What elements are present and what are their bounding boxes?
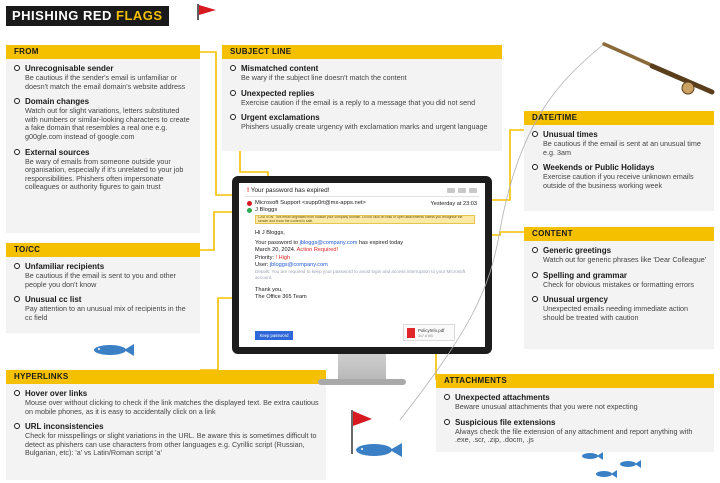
user-link[interactable]: jbloggs@company.com: [269, 261, 328, 268]
email-link[interactable]: jbloggs@company.com: [299, 240, 358, 247]
item-title: Suspicious file extensions: [455, 417, 556, 427]
item-title: Mismatched content: [241, 64, 319, 73]
item-desc: Exercise caution if you receive unknown emails outside of the business working week: [543, 172, 694, 190]
priority-value: ! High: [275, 254, 291, 261]
hyperlinks-heading: HYPERLINKS: [6, 370, 326, 384]
flag-fish-icon: [352, 410, 402, 457]
item-title: Unusual times: [543, 130, 598, 139]
tocc-heading: TO/CC: [6, 243, 200, 257]
item-title: Generic greetings: [543, 246, 612, 255]
small-fish-icon: [596, 470, 617, 478]
item-title: External sources: [25, 147, 90, 157]
item-title: Urgent exclamations: [241, 113, 320, 123]
email-from[interactable]: Microsoft Support <supp0rt@ms-apps.net>: [255, 200, 366, 206]
item-title: Unusual urgency: [543, 295, 608, 305]
item-desc: Be cautious if the sender's email is unfamiliar or doesn't match the email domain's website address: [25, 73, 186, 91]
attachment-size: 347.6 KB: [418, 334, 433, 338]
email-time: Yesterday at 23:03: [430, 201, 477, 207]
title-accent: FLAGS: [116, 8, 163, 23]
item-desc: Unexpected emails needing immediate action should be treated with caution: [543, 304, 689, 322]
email-signature: The Office 365 Team: [255, 294, 307, 301]
email-greeting: Hi J Bloggs,: [255, 230, 285, 236]
caution-banner: CAUTION: This email originated from outside your company domain. Do not click on links or open attachments unless you recognise the sender and know the content is safe.: [255, 215, 475, 224]
item-desc: Watch out for slight variations, letters substituted with numbers or similar-looking characters to create a fake domain that resembles a real one e.g. g00gle.com instead of google.com: [25, 106, 190, 141]
item-title: Spelling and grammar: [543, 270, 628, 280]
attachment-name: PolicyInfo.pdf: [418, 328, 445, 333]
item-title: Hover over links: [25, 389, 88, 398]
item-title: Domain changes: [25, 97, 90, 107]
item-desc: Beware unusual attachments that you were not expecting: [455, 402, 638, 411]
exclamation-icon: !: [247, 187, 250, 194]
item-title: URL inconsistencies: [25, 422, 104, 432]
email-subject-text: Your password has expired!: [250, 187, 330, 194]
priority-label: Priority:: [255, 254, 276, 261]
item-desc: Pay attention to an unusual mix of recipients in the cc field: [25, 304, 186, 322]
subject-heading: SUBJECT LINE: [222, 45, 502, 59]
small-fish-icon: [582, 452, 603, 460]
item-desc: Be wary of emails from someone outside your organisation, especially if it's unrelated to your job responsibilities. Phishers often impersonate colleagues or authority figures to gain trust: [25, 156, 184, 192]
item-title: Unexpected replies: [241, 88, 315, 98]
item-desc: Mouse over without clicking to check if the link matches the displayed text. Be extra cautious on mobile phones, as it is easy to accidentally click on a link: [25, 398, 319, 416]
datetime-heading: DATE/TIME: [524, 111, 714, 125]
item-desc: Watch out for generic phrases like 'Dear Colleague': [543, 255, 707, 264]
item-title: Unrecognisable sender: [25, 64, 114, 73]
line2-pre: March 20, 2024.: [255, 247, 297, 254]
item-desc: Be wary if the subject line doesn't match the content: [241, 73, 407, 82]
item-title: Unusual cc list: [25, 295, 82, 305]
fish-icon: [94, 344, 134, 356]
item-desc: Be cautious if the email is sent to you and other people you don't know: [25, 271, 177, 289]
email-thanks: Thank you,: [255, 287, 283, 294]
item-title: Weekends or Public Holidays: [543, 163, 655, 173]
item-desc: Phishers usually create urgency with exclamation marks and urgent language: [241, 122, 488, 132]
item-desc: Be cautious if the email is sent at an unusual time e.g. 3am: [543, 139, 701, 157]
title-main: PHISHING RED: [12, 8, 117, 23]
item-desc: Exercise caution if the email is a reply to a message that you did not send: [241, 97, 476, 107]
small-fish-icon: [620, 460, 641, 468]
user-label: User:: [255, 261, 270, 268]
attachments-heading: ATTACHMENTS: [436, 374, 714, 388]
item-desc: Check for misspellings or slight variations in the URL. Be aware this is sometimes difficult to detect as phishers can use characters from other languages e.g. Cyrillic script (Russian, Bulgarian, etc): 'a' vs Latin/Roman script 'a': [25, 431, 317, 458]
keep-password-button[interactable]: Keep password: [255, 331, 293, 340]
item-title: Unfamiliar recipients: [25, 262, 105, 271]
item-desc: Always check the file extension of any attachment and report anything with .exe, .scr, .zip, .docm, .js: [455, 426, 693, 445]
item-title: Unexpected attachments: [455, 393, 550, 402]
email-to[interactable]: J Bloggs: [255, 207, 278, 213]
action-required: Action Required!: [296, 247, 339, 254]
line1-post: has expired today: [357, 240, 404, 247]
from-heading: FROM: [6, 45, 200, 59]
line1-pre: Your password to: [255, 240, 300, 247]
content-heading: CONTENT: [524, 227, 714, 241]
email-details: Details: You are required to keep your password to avoid login and access interruption to your Microsoft account.: [255, 269, 466, 281]
item-desc: Check for obvious mistakes or formatting errors: [543, 279, 694, 289]
